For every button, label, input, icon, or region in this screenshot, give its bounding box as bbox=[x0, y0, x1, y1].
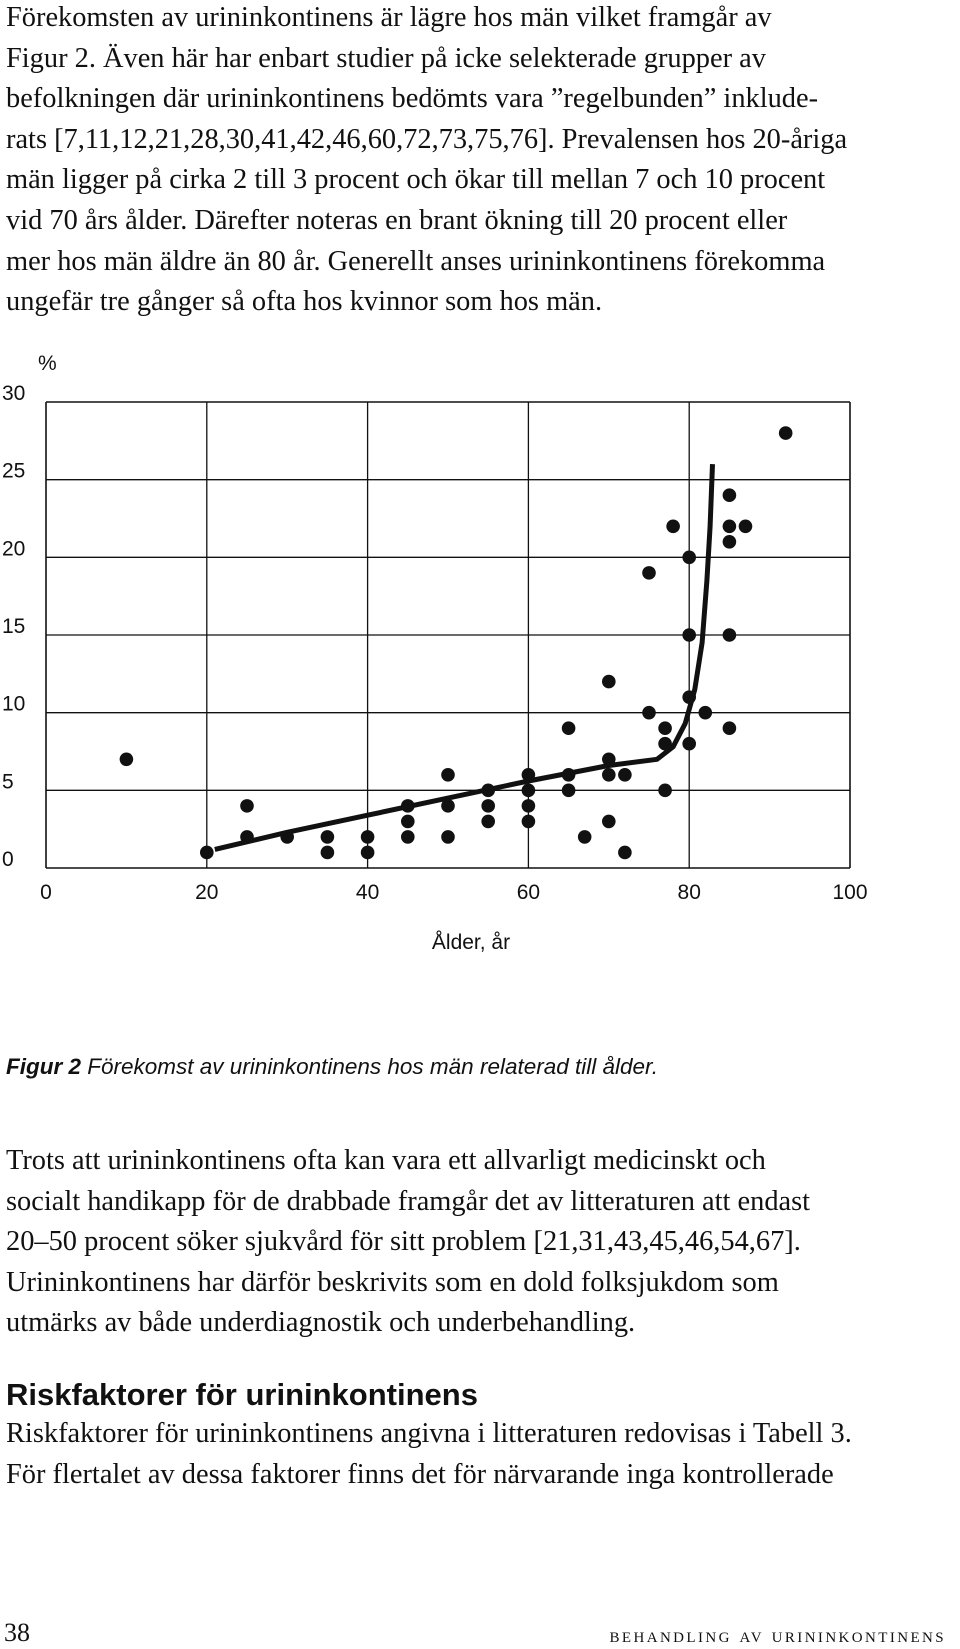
paragraph-risk-factors bbox=[6, 1414, 946, 1495]
y-tick-label: 10 bbox=[2, 692, 26, 716]
text-line: Trots att urininkontinens ofta kan vara ett allvarligt medicinskt och bbox=[6, 1145, 766, 1176]
data-point bbox=[723, 721, 737, 735]
data-point bbox=[562, 721, 576, 735]
data-point bbox=[682, 737, 696, 751]
data-point bbox=[618, 846, 632, 860]
page-number: 38 bbox=[4, 1618, 30, 1647]
data-point bbox=[441, 768, 455, 782]
text-line: Riskfaktorer för urininkontinens angivna i litteraturen redovisas i Tabell 3. bbox=[6, 1418, 852, 1449]
x-axis-label: Ålder, år bbox=[431, 931, 511, 954]
data-point bbox=[698, 706, 712, 720]
text-line: män ligger på cirka 2 till 3 procent och ökar till mellan 7 och 10 procent bbox=[6, 164, 826, 196]
data-point bbox=[723, 488, 737, 502]
data-point bbox=[602, 675, 616, 689]
data-point bbox=[666, 519, 680, 533]
data-point bbox=[120, 752, 134, 766]
paragraph-prevalence-men bbox=[6, 0, 946, 323]
text-line: ungefär tre gånger så ofta hos kvinnor som hos män. bbox=[6, 286, 603, 318]
data-point bbox=[280, 830, 294, 844]
data-point bbox=[723, 519, 737, 533]
data-point bbox=[618, 768, 632, 782]
text-line: befolkningen där urininkontinens bedömts vara ”regelbunden” inklude- bbox=[6, 83, 819, 115]
text-line: Urininkontinens har därför beskrivits som en dold folksjukdom som bbox=[6, 1266, 779, 1298]
data-point bbox=[602, 815, 616, 829]
data-point bbox=[522, 815, 536, 829]
x-tick-label: 40 bbox=[355, 881, 380, 904]
text-line: Förekomsten av urininkontinens är lägre hos män vilket framgår av bbox=[6, 2, 772, 33]
text-line: mer hos män äldre än 80 år. Generellt anses urininkontinens förekomma bbox=[6, 245, 826, 277]
data-point bbox=[401, 799, 415, 813]
paragraph-care-seeking bbox=[6, 1141, 946, 1344]
trend-line-group bbox=[215, 464, 713, 849]
data-point bbox=[658, 784, 672, 798]
text-line: rats [7,11,12,21,28,30,41,42,46,60,72,73,75,76]. Prevalensen hos 20-åriga bbox=[6, 123, 848, 155]
data-point bbox=[602, 752, 616, 766]
data-point bbox=[642, 566, 656, 580]
figure-caption bbox=[6, 1052, 658, 1082]
x-tick-label: 60 bbox=[516, 881, 541, 904]
data-point bbox=[522, 768, 536, 782]
data-point bbox=[562, 768, 576, 782]
y-tick-label: 0 bbox=[2, 848, 14, 871]
text-line: socialt handikapp för de drabbade framgår det av litteraturen att endast bbox=[6, 1185, 811, 1217]
data-point bbox=[779, 426, 793, 440]
data-point bbox=[658, 737, 672, 751]
y-tick-label: 30 bbox=[2, 382, 26, 405]
data-point bbox=[481, 784, 495, 798]
data-point bbox=[642, 706, 656, 720]
data-point bbox=[361, 830, 375, 844]
trend-line bbox=[215, 464, 713, 849]
data-point bbox=[602, 768, 616, 782]
page-footer bbox=[0, 1618, 960, 1648]
data-point bbox=[481, 815, 495, 829]
data-point bbox=[522, 784, 536, 798]
data-point bbox=[441, 830, 455, 844]
data-point bbox=[401, 830, 415, 844]
data-point bbox=[321, 830, 335, 844]
section-heading: Riskfaktorer för urininkontinens bbox=[6, 1377, 478, 1412]
y-axis-label: % bbox=[38, 355, 57, 375]
data-point bbox=[200, 846, 214, 860]
x-axis-ticks bbox=[40, 402, 867, 904]
figure-caption-label: Figur 2 bbox=[6, 1054, 82, 1079]
data-point bbox=[401, 815, 415, 829]
x-tick-label: 100 bbox=[832, 881, 868, 904]
x-tick-label: 80 bbox=[677, 881, 701, 904]
running-title: behandling av urininkontinens bbox=[609, 1623, 946, 1647]
figure-2-chart bbox=[0, 355, 960, 1005]
data-point bbox=[481, 799, 495, 813]
x-tick-label: 0 bbox=[40, 881, 52, 904]
data-point bbox=[240, 799, 254, 813]
text-line: För flertalet av dessa faktorer finns det för närvarande inga kontrollerade bbox=[6, 1458, 834, 1490]
y-tick-label: 15 bbox=[2, 615, 26, 638]
data-point bbox=[441, 799, 455, 813]
data-point bbox=[682, 690, 696, 704]
data-point bbox=[723, 535, 737, 549]
data-point bbox=[321, 846, 335, 860]
y-tick-label: 25 bbox=[2, 459, 26, 483]
data-point bbox=[522, 799, 536, 813]
y-tick-label: 5 bbox=[2, 770, 14, 794]
data-point bbox=[578, 830, 592, 844]
y-tick-label: 20 bbox=[2, 537, 26, 561]
data-point bbox=[562, 784, 576, 798]
figure-caption-text: Förekomst av urininkontinens hos män relaterad till ålder. bbox=[81, 1054, 658, 1079]
text-line: vid 70 års ålder. Därefter noteras en brant ökning till 20 procent eller bbox=[6, 204, 788, 236]
data-point bbox=[723, 628, 737, 642]
data-point bbox=[240, 830, 254, 844]
data-point bbox=[361, 846, 375, 860]
x-tick-label: 20 bbox=[195, 881, 219, 904]
data-point bbox=[739, 519, 753, 533]
text-line: Figur 2. Även här har enbart studier på icke selekterade grupper av bbox=[6, 42, 766, 74]
text-line: utmärks av både underdiagnostik och underbehandling. bbox=[6, 1307, 636, 1339]
y-axis-ticks bbox=[2, 382, 25, 871]
data-point bbox=[658, 721, 672, 735]
text-line: 20–50 procent söker sjukvård för sitt problem [21,31,43,45,46,54,67]. bbox=[6, 1226, 801, 1258]
data-point bbox=[682, 628, 696, 642]
data-point bbox=[682, 551, 696, 565]
